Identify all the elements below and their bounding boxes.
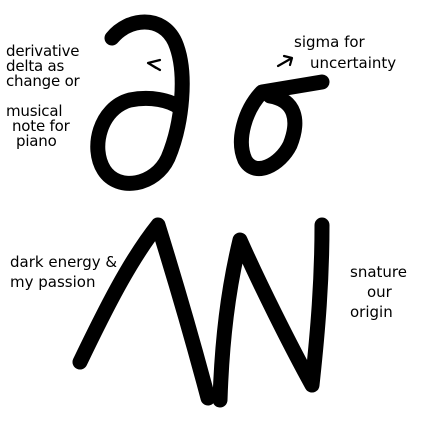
sigma-annotation xyxy=(294,32,396,74)
snature-line-3: origin xyxy=(350,303,393,321)
lambda-glyph xyxy=(80,225,208,398)
dark-line-1: dark energy & xyxy=(10,253,118,271)
arrow-to-partial-icon xyxy=(148,60,160,70)
derivative-line-7: piano xyxy=(16,132,57,150)
snature-line-1: snature xyxy=(350,263,407,281)
derivative-line-6: note for xyxy=(12,117,70,135)
snature-line-2: our xyxy=(367,283,392,301)
arrow-to-sigma-icon xyxy=(278,56,292,66)
derivative-annotation xyxy=(6,44,80,149)
n-glyph xyxy=(220,225,322,400)
derivative-line-5: musical xyxy=(6,102,63,120)
dark-energy-annotation xyxy=(10,252,117,292)
sigma-line-1: sigma for xyxy=(294,33,365,51)
partial-derivative-glyph xyxy=(98,22,182,183)
sigma-glyph xyxy=(241,82,322,169)
derivative-line-1: derivative xyxy=(6,42,80,60)
derivative-line-3: change or xyxy=(6,72,80,90)
dark-line-2: my passion xyxy=(10,273,96,291)
derivative-line-2: delta as xyxy=(6,57,65,75)
sigma-line-2: uncertainty xyxy=(310,54,397,72)
snature-annotation xyxy=(350,262,407,322)
